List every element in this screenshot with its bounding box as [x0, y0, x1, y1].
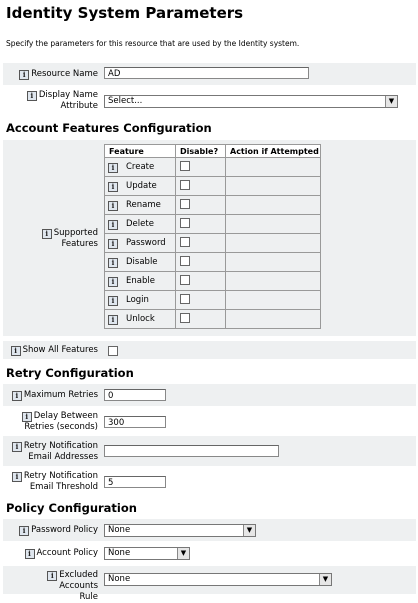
disable-cell [176, 177, 226, 196]
feature-name: Login [126, 294, 149, 305]
notify-emails-label: i Retry Notification Email Addresses [10, 441, 98, 463]
feature-cell [105, 253, 176, 272]
feature-name: Password [126, 237, 166, 248]
info-icon[interactable]: i [108, 315, 118, 325]
column-header-action: Action if Attempted [226, 145, 321, 158]
account-features-heading: Account Features Configuration [6, 121, 212, 135]
feature-row [105, 158, 321, 177]
disable-cell [176, 234, 226, 253]
action-cell [226, 215, 321, 234]
info-icon[interactable]: i [108, 258, 118, 268]
retry-heading: Retry Configuration [6, 366, 134, 380]
disable-cell [176, 215, 226, 234]
display-name-attribute-select[interactable]: Select... ▼ [104, 95, 398, 108]
info-icon[interactable]: i [42, 229, 52, 239]
info-icon[interactable]: i [108, 201, 118, 211]
feature-row [105, 215, 321, 234]
feature-cell [105, 177, 176, 196]
chevron-down-icon: ▼ [243, 525, 255, 536]
action-cell [226, 272, 321, 291]
disable-checkbox[interactable] [180, 218, 190, 228]
action-cell [226, 196, 321, 215]
disable-checkbox[interactable] [180, 237, 190, 247]
info-icon[interactable]: i [19, 526, 29, 536]
delay-label: i Delay Between Retries (seconds) [10, 411, 98, 433]
action-cell [226, 253, 321, 272]
action-cell [226, 177, 321, 196]
disable-cell [176, 253, 226, 272]
feature-cell [105, 215, 176, 234]
feature-row [105, 272, 321, 291]
feature-row [105, 253, 321, 272]
disable-cell [176, 272, 226, 291]
disable-cell [176, 291, 226, 310]
max-retries-label: i Maximum Retries [10, 390, 98, 401]
feature-cell [105, 158, 176, 177]
display-name-attribute-label: i Display Name Attribute [10, 90, 98, 112]
info-icon[interactable]: i [22, 412, 32, 422]
show-all-features-label: i Show All Features [10, 345, 98, 356]
feature-name: Delete [126, 218, 154, 229]
feature-name: Unlock [126, 313, 155, 324]
account-policy-label: i Account Policy [10, 548, 98, 559]
info-icon[interactable]: i [19, 70, 29, 80]
password-policy-label: i Password Policy [10, 525, 98, 536]
excluded-rule-label: i Excluded Accounts Rule [10, 570, 98, 603]
max-retries-input[interactable]: 0 [104, 389, 166, 401]
info-icon[interactable]: i [108, 277, 118, 287]
column-header-disable: Disable? [176, 145, 226, 158]
info-icon[interactable]: i [108, 296, 118, 306]
action-cell [226, 310, 321, 329]
supported-features-label: i Supported Features [10, 228, 98, 250]
chevron-down-icon: ▼ [385, 96, 397, 107]
feature-row [105, 234, 321, 253]
resource-name-label: i Resource Name [10, 69, 98, 80]
password-policy-select[interactable]: None ▼ [104, 524, 256, 537]
disable-checkbox[interactable] [180, 294, 190, 304]
info-icon[interactable]: i [27, 91, 37, 101]
excluded-rule-select[interactable]: None ▼ [104, 573, 332, 586]
feature-cell [105, 291, 176, 310]
info-icon[interactable]: i [108, 182, 118, 192]
disable-checkbox[interactable] [180, 275, 190, 285]
feature-row [105, 177, 321, 196]
disable-checkbox[interactable] [180, 199, 190, 209]
notify-threshold-label: i Retry Notification Email Threshold [10, 471, 98, 493]
feature-row [105, 196, 321, 215]
action-cell [226, 291, 321, 310]
feature-name: Disable [126, 256, 158, 267]
chevron-down-icon: ▼ [319, 574, 331, 585]
resource-name-input[interactable]: AD [104, 67, 309, 79]
action-cell [226, 234, 321, 253]
notify-threshold-input[interactable]: 5 [104, 476, 166, 488]
feature-cell [105, 272, 176, 291]
disable-checkbox[interactable] [180, 180, 190, 190]
feature-cell [105, 234, 176, 253]
disable-cell [176, 158, 226, 177]
info-icon[interactable]: i [12, 442, 22, 452]
feature-name: Create [126, 161, 155, 172]
feature-name: Update [126, 180, 157, 191]
feature-row [105, 310, 321, 329]
feature-name: Rename [126, 199, 161, 210]
info-icon[interactable]: i [47, 571, 57, 581]
disable-checkbox[interactable] [180, 256, 190, 266]
info-icon[interactable]: i [12, 472, 22, 482]
info-icon[interactable]: i [108, 163, 118, 173]
policy-heading: Policy Configuration [6, 501, 137, 515]
disable-cell [176, 196, 226, 215]
features-table [104, 144, 321, 329]
feature-cell [105, 310, 176, 329]
feature-row [105, 291, 321, 310]
info-icon[interactable]: i [25, 549, 35, 559]
disable-checkbox[interactable] [180, 161, 190, 171]
show-all-features-checkbox[interactable] [108, 346, 118, 356]
disable-cell [176, 310, 226, 329]
column-header-feature: Feature [105, 145, 176, 158]
page-description: Specify the parameters for this resource that are used by the Identity system. [6, 39, 300, 48]
account-policy-select[interactable]: None ▼ [104, 547, 190, 560]
delay-input[interactable]: 300 [104, 416, 166, 428]
feature-cell [105, 196, 176, 215]
disable-checkbox[interactable] [180, 313, 190, 323]
page-title: Identity System Parameters [6, 4, 244, 22]
info-icon[interactable]: i [12, 391, 22, 401]
info-icon[interactable]: i [108, 220, 118, 230]
info-icon[interactable]: i [108, 239, 118, 249]
feature-name: Enable [126, 275, 155, 286]
info-icon[interactable]: i [11, 346, 21, 356]
chevron-down-icon: ▼ [177, 548, 189, 559]
notify-emails-input[interactable] [104, 445, 279, 457]
action-cell [226, 158, 321, 177]
